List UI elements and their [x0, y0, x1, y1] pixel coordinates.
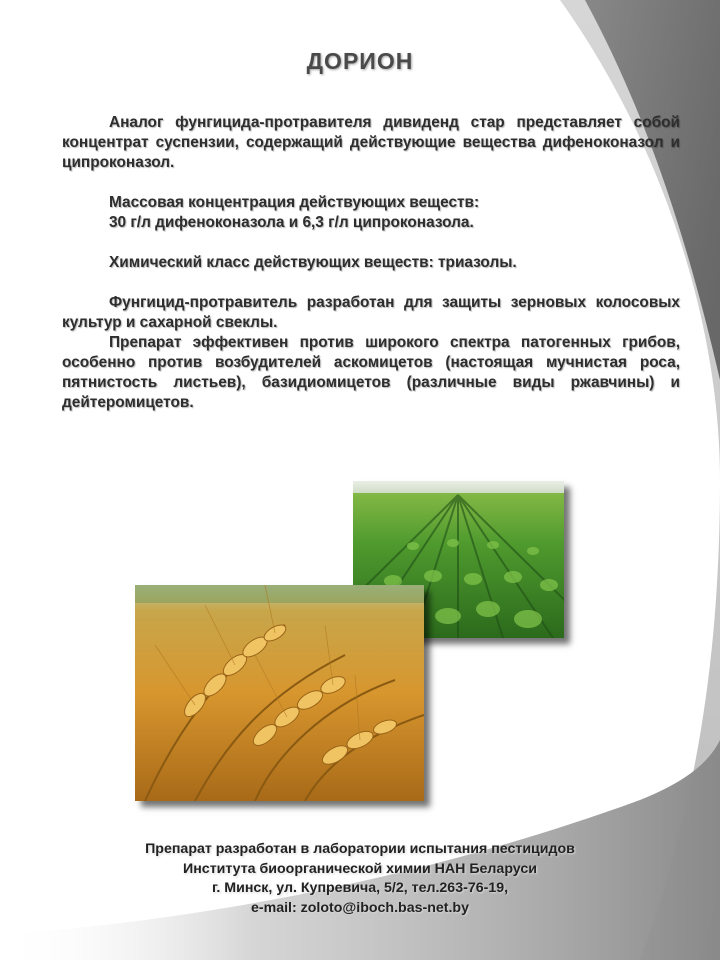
description-text: [62, 113, 680, 413]
paragraph-efficacy: Препарат эффективен против широкого спектра патогенных грибов, особенно против возбудителей аскомицетов (настоящая мучнистая роса, пятнистость листьев), базидиомицетов (различные виды ржавчины) и дейтеромицетов.: [62, 334, 680, 411]
footer-line-lab: Препарат разработан в лаборатории испытания пестицидов: [145, 841, 575, 857]
paragraph-concentration-value: 30 г/л дифеноконазола и 6,3 г/л ципроконазола.: [109, 214, 474, 231]
wheat-ears-image: [135, 585, 424, 801]
paragraph-analog: Аналог фунгицида-протравителя дивиденд стар представляет собой концентрат суспензии, содержащий действующие вещества дифеноконазол и ципроконазол.: [62, 114, 680, 171]
paragraph-concentration-label: Массовая концентрация действующих веществ:: [109, 194, 480, 211]
footer-line-address: г. Минск, ул. Купревича, 5/2, тел.263-76-19,: [211, 880, 509, 896]
paragraph-purpose: Фунгицид-протравитель разработан для защиты зерновых колосовых культур и сахарной свеклы.: [62, 294, 680, 331]
wheat-ears-photo: [135, 585, 424, 801]
page-title: ДОРИОН: [306, 48, 414, 74]
footer-contact: [0, 840, 720, 918]
paragraph-chemical-class: Химический класс действующих веществ: триазолы.: [109, 254, 517, 271]
footer-line-institute: Института биоорганической химии НАН Беларуси: [183, 860, 537, 877]
footer-line-email: e-mail: zoloto@iboch.bas-net.by: [251, 899, 469, 916]
